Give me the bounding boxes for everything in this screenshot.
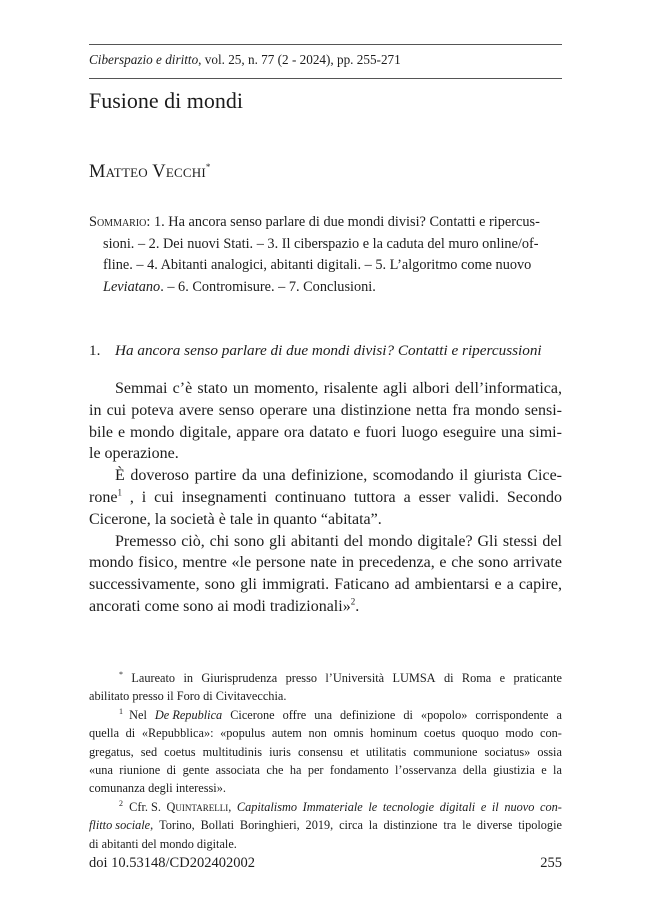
footnote-ref: 1: [117, 487, 122, 498]
summary-line: Sommario: 1. Ha ancora senso parlare di due mondi divisi? Contatti e ripercus-: [89, 214, 540, 230]
body-line: rone$^1$ , i cui insegnamenti continuano tuttora a esser validi. Secondo: [89, 487, 562, 506]
page-footer: [89, 855, 562, 872]
article-title: Fusione di mondi: [89, 88, 244, 113]
cited-author: Quintarelli: [166, 799, 229, 814]
footnotes: [89, 669, 562, 853]
body-text: [89, 378, 562, 618]
footnote-marker: 1: [119, 706, 123, 716]
section-title: Ha ancora senso parlare di due mondi divisi? Contatti e ripercussioni: [115, 342, 542, 359]
body-line: Semmai c’è stato un momento, risalente agli albori dell’informatica,: [115, 380, 562, 397]
body-line: mondo fisico, mentre «le persone nate in precedenza, e che sono arrivate: [89, 554, 562, 572]
body-line: ancorati come sono ai modi tradizionali»$^2$.: [89, 596, 360, 615]
body-line: Premesso ciò, chi sono gli abitanti del mondo digitale? Gli stessi del: [115, 532, 562, 550]
footnote-marker: *: [119, 669, 123, 679]
doi: doi 10.53148/CD202402002: [89, 855, 255, 871]
footnote-line: flitto sociale, Torino, Bollati Boringhieri, 2019, circa la distinzione tra le diverse tipologie: [89, 818, 562, 833]
journal-issue: , vol. 25, n. 77 (2 - 2024), pp. 255-271: [198, 52, 401, 67]
body-line: le operazione.: [89, 445, 179, 463]
running-header: [89, 52, 562, 68]
body-line: successivamente, sono gli immigrati. Faticano ad ambientarsi e a capire,: [89, 576, 562, 594]
footnote-ref: 2: [350, 596, 356, 607]
work-title-cont: flitto sociale: [89, 818, 151, 833]
author-line: [89, 162, 211, 183]
footnote-line: «una riunione di gente associata che ha per fondamento l’osservanza della giustizia e la: [89, 762, 562, 777]
header-top-rule: [89, 44, 562, 45]
body-line: in cui poteva avere senso operare una distinzione netta fra mondo sensi-: [89, 401, 562, 419]
footnote-line: gregatus, sed coetus multitudinis iuris consensu et utilitatis communione sociatus» ossia: [89, 744, 562, 759]
page-number: 255: [540, 855, 562, 871]
author-name: Matteo Vecchi: [89, 162, 206, 183]
body-line: Cicerone, la società è tale in quanto “abitata”.: [89, 510, 382, 528]
footnote-line: di abitanti del mondo digitale.: [89, 836, 237, 851]
footnote-line: quella di «Repubblica»: «populus autem non omnis hominum coetus quoquo modo con-: [89, 726, 562, 741]
footnote-line: $^1$ Nel De Republica Cicerone offre una definizione di «popolo» corrispondente a: [89, 706, 562, 724]
footnote-line: abilitato presso il Foro di Civitavecchia.: [89, 689, 287, 704]
summary-line: Leviatano. – 6. Contromisure. – 7. Conclusioni.: [103, 278, 376, 295]
section-number: 1.: [89, 342, 101, 359]
summary-line: fline. – 4. Abitanti analogici, abitanti digitali. – 5. L’algoritmo come nuovo: [103, 257, 532, 274]
author-footnote-marker: *: [205, 162, 211, 172]
section-heading: [89, 342, 542, 360]
journal-name: Ciberspazio e diritto: [89, 52, 199, 67]
footnote-line: * Laureato in Giurisprudenza presso l’Università LUMSA di Roma e praticante: [119, 669, 562, 685]
footnote-marker: 2: [119, 798, 123, 808]
body-line: È doveroso partire da una definizione, scomodando il giurista Cice-: [115, 467, 562, 485]
summary-label: Sommario: [89, 214, 147, 230]
summary-block: [89, 212, 562, 298]
footnote-line: comunanza degli interessi».: [89, 781, 226, 796]
header-bottom-rule: [89, 78, 562, 79]
work-title: De Republica: [154, 707, 223, 722]
footnote-line: $^2$ Cfr. S. Quintarelli, Capitalismo Immateriale le tecnologie digitali e il nuovo con-: [119, 798, 562, 814]
paper-page: [89, 0, 562, 922]
summary-line: sioni. – 2. Dei nuovi Stati. – 3. Il ciberspazio e la caduta del muro online/of-: [103, 235, 539, 252]
body-line: bile e mondo digitale, appare ora datato e fuori luogo eseguire una simi-: [89, 423, 562, 441]
